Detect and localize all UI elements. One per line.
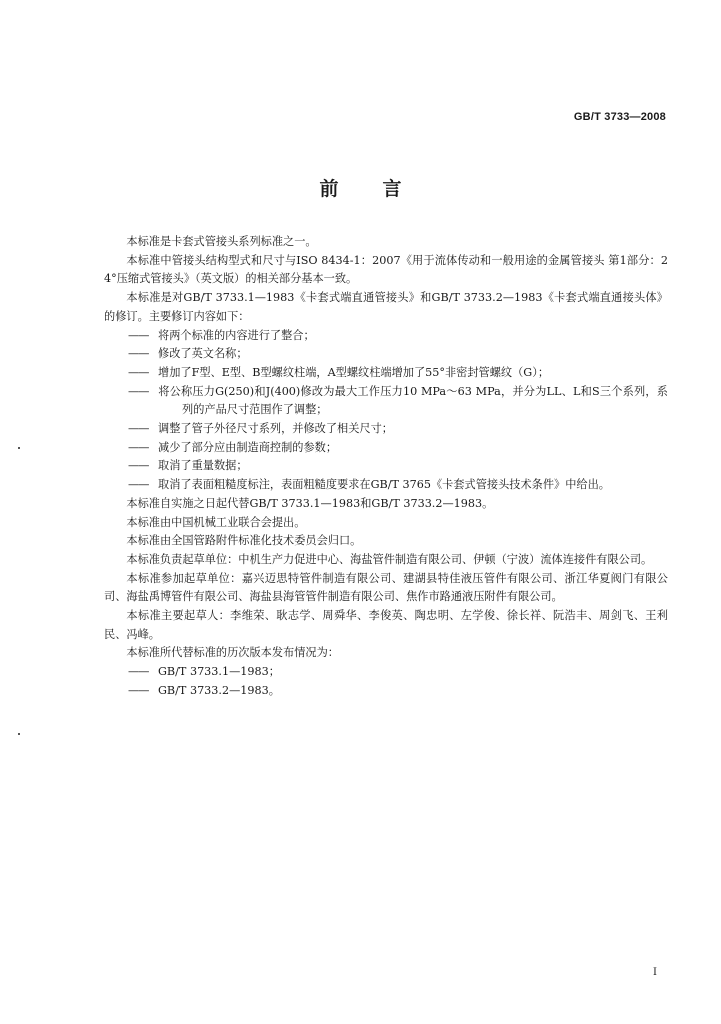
paragraph-history-intro: 本标准所代替标准的历次版本发布情况为：	[126, 646, 339, 660]
list-item: —— 增加了F型、E型、B型螺纹柱端，A型螺纹柱端增加了55°非密封管螺纹（G）；	[128, 364, 668, 383]
list-dash: ——	[128, 422, 149, 436]
document-body	[104, 233, 668, 701]
paragraph-iso-equivalence: 本标准中管接头结构型式和尺寸与ISO 8434-1：2007《用于流体传动和一般用途的金属管接头 第1部分：24°压缩式管接头》（英文版）的相关部分基本一致。	[104, 253, 668, 286]
list-dash: ——	[128, 459, 149, 473]
standard-number: GB/T 3733—2008	[573, 111, 666, 123]
list-dash: ——	[128, 347, 149, 361]
paragraph-scope: 本标准是卡套式管接头系列标准之一。	[126, 235, 317, 248]
paragraph-drafting-units: 本标准负责起草单位：中机生产力促进中心、海盐管件制造有限公司、伊顿（宁波）流体连接件有限公司。	[126, 552, 653, 566]
list-dash: ——	[128, 328, 149, 342]
list-item: —— 将公称压力G(250)和J(400)修改为最大工作压力10 MPa～63 MPa，并分为LL、L和S三个系列，系列的产品尺寸范围作了调整；	[128, 384, 668, 417]
list-item: —— 取消了表面粗糙度标注，表面粗糙度要求在GB/T 3765《卡套式管接头技术条件》中给出。	[128, 476, 668, 495]
list-dash: ——	[128, 665, 149, 679]
history-list	[104, 663, 668, 700]
revision-change-list	[104, 327, 668, 495]
list-dash: ——	[128, 683, 149, 697]
paragraph-participating-units: 本标准参加起草单位：嘉兴迈思特管件制造有限公司、建湖县特佳液压管件有限公司、浙江华夏阀门有限公司、海盐禹博管件有限公司、海盐县海管管件制造有限公司、焦作市路通液压附件有限公司。	[104, 571, 668, 604]
page-title: 前言	[319, 178, 446, 200]
paragraph-drafters: 本标准主要起草人：李维荣、耿志学、周舜华、李俊英、陶忠明、左学俊、徐长祥、阮浩丰、周剑飞、王利民、冯峰。	[104, 609, 668, 641]
list-item: —— 减少了部分应由制造商控制的参数；	[128, 439, 668, 458]
paragraph-revision: 本标准是对GB/T 3733.1—1983《卡套式端直通管接头》和GB/T 3733.2—1983《卡套式端直通接头体》的修订。主要修订内容如下：	[104, 291, 668, 323]
scan-mark	[18, 447, 20, 449]
list-item: —— 取消了重量数据；	[128, 457, 668, 476]
list-item: —— 调整了管子外径尺寸系列，并修改了相关尺寸；	[128, 420, 668, 439]
list-dash: ——	[128, 478, 149, 492]
page-number: I	[653, 967, 657, 978]
paragraph-supersedes: 本标准自实施之日起代替GB/T 3733.1—1983和GB/T 3733.2—1983。	[126, 496, 494, 510]
scan-mark	[18, 733, 20, 735]
list-dash: ——	[128, 365, 149, 379]
list-item: —— 修改了英文名称；	[128, 345, 668, 364]
paragraph-proposed-by: 本标准由中国机械工业联合会提出。	[126, 515, 306, 529]
list-dash: ——	[128, 384, 149, 398]
list-item: —— 将两个标准的内容进行了整合；	[128, 327, 668, 346]
list-item: —— GB/T 3733.1—1983；	[104, 663, 668, 682]
list-dash: ——	[128, 440, 149, 454]
list-item: —— GB/T 3733.2—1983。	[104, 682, 668, 701]
paragraph-managed-by: 本标准由全国管路附件标准化技术委员会归口。	[126, 534, 362, 548]
